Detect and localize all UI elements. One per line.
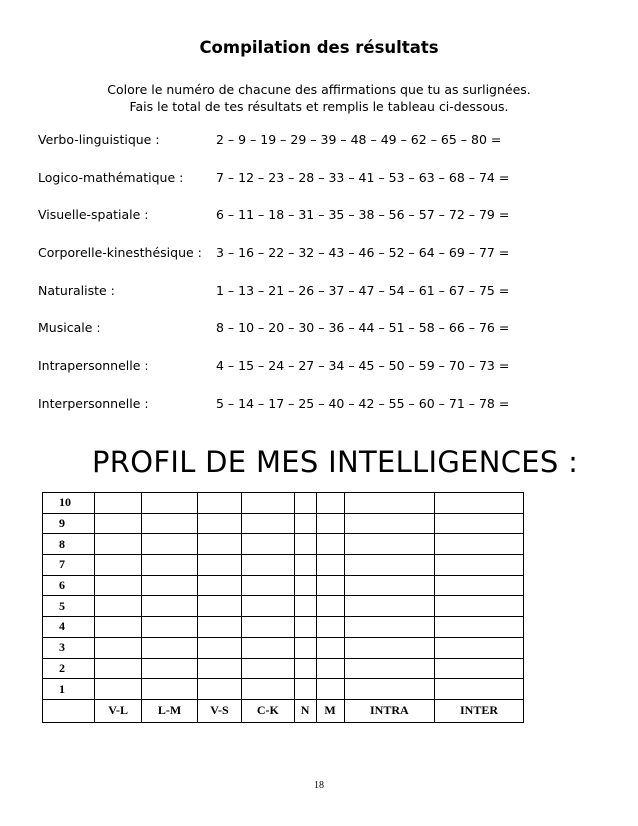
level-label: 10 [43,493,95,514]
intelligence-label: Corporelle-kinesthésique : [38,245,202,261]
grid-cell[interactable] [294,658,316,679]
statement-numbers: 2 – 9 – 19 – 29 – 39 – 48 – 49 – 62 – 65 – 80 = [216,132,502,147]
grid-column-labels [43,699,524,722]
grid-cell[interactable] [242,493,294,514]
grid-cell[interactable] [242,658,294,679]
grid-row-level-2 [43,658,524,679]
grid-cell[interactable] [197,617,241,638]
grid-cell[interactable] [197,596,241,617]
grid-cell[interactable] [142,534,197,555]
grid-row-level-3 [43,637,524,658]
grid-cell[interactable] [435,679,524,700]
level-label: 6 [43,575,95,596]
column-label: N [294,699,316,722]
grid-cell[interactable] [197,534,241,555]
intelligence-label: Musicale : [38,320,101,336]
grid-cell[interactable] [316,534,344,555]
grid-cell[interactable] [294,513,316,534]
grid-cell[interactable] [142,637,197,658]
grid-row-level-9 [43,513,524,534]
result-row-visuelle-spatiale [38,207,598,245]
results-list [38,132,598,434]
grid-cell[interactable] [294,575,316,596]
level-label: 2 [43,658,95,679]
grid-cell[interactable] [344,575,434,596]
page-title: Compilation des résultats [199,38,439,57]
grid-cell[interactable] [435,534,524,555]
column-label: C-K [242,699,294,722]
grid-cell[interactable] [316,575,344,596]
statement-numbers: 5 – 14 – 17 – 25 – 40 – 42 – 55 – 60 – 71 – 78 = [216,395,510,411]
grid-cell[interactable] [242,534,294,555]
grid-cell[interactable] [344,513,434,534]
grid-cell[interactable] [242,555,294,576]
grid-cell[interactable] [242,575,294,596]
grid-cell[interactable] [316,513,344,534]
grid-cell[interactable] [197,555,241,576]
intelligence-label: Logico-mathématique : [38,169,184,185]
column-label: INTER [435,699,524,722]
grid-cell[interactable] [142,575,197,596]
column-label: INTRA [344,699,434,722]
grid-cell[interactable] [435,493,524,514]
grid-cell[interactable] [316,555,344,576]
grid-cell[interactable] [95,555,142,576]
level-label: 9 [43,513,95,534]
result-row-naturaliste [38,283,598,321]
grid-cell[interactable] [95,575,142,596]
grid-cell[interactable] [294,493,316,514]
grid-cell[interactable] [344,555,434,576]
statement-numbers: 1 – 13 – 21 – 26 – 37 – 47 – 54 – 61 – 67 – 75 = [216,282,510,298]
grid-cell[interactable] [242,637,294,658]
grid-cell[interactable] [95,637,142,658]
grid-cell[interactable] [142,658,197,679]
grid-cell[interactable] [294,596,316,617]
grid-cell[interactable] [435,617,524,638]
grid-cell[interactable] [95,658,142,679]
grid-cell[interactable] [95,534,142,555]
grid-cell[interactable] [95,679,142,700]
profile-grid [42,492,524,723]
level-label: 5 [43,596,95,617]
level-label: 3 [43,637,95,658]
intelligence-label: Interpersonnelle : [38,395,149,411]
grid-cell[interactable] [316,596,344,617]
grid-cell[interactable] [142,596,197,617]
grid-row-level-6 [43,575,524,596]
grid-cell[interactable] [435,555,524,576]
grid-cell[interactable] [344,637,434,658]
grid-cell[interactable] [142,555,197,576]
grid-cell[interactable] [95,493,142,514]
grid-cell[interactable] [344,493,434,514]
grid-cell[interactable] [344,596,434,617]
grid-cell[interactable] [95,596,142,617]
grid-cell[interactable] [435,637,524,658]
grid-cell[interactable] [197,658,241,679]
grid-cell[interactable] [435,596,524,617]
grid-cell[interactable] [316,617,344,638]
grid-row-level-8 [43,534,524,555]
intelligence-label: Intrapersonnelle : [38,358,149,374]
column-label: V-L [95,699,142,722]
statement-numbers: 7 – 12 – 23 – 28 – 33 – 41 – 53 – 63 – 68 – 74 = [216,169,510,185]
grid-cell[interactable] [197,575,241,596]
grid-cell[interactable] [435,658,524,679]
grid-cell[interactable] [316,493,344,514]
grid-cell[interactable] [95,617,142,638]
grid-cell[interactable] [197,493,241,514]
profile-title: PROFIL DE MES INTELLIGENCES : [92,445,579,479]
grid-cell[interactable] [142,679,197,700]
grid-cell[interactable] [294,679,316,700]
statement-numbers: 3 – 16 – 22 – 32 – 43 – 46 – 52 – 64 – 69 – 77 = [216,245,510,261]
level-label: 1 [43,679,95,700]
grid-cell[interactable] [142,513,197,534]
grid-cell[interactable] [242,513,294,534]
grid-cell[interactable] [142,493,197,514]
grid-cell[interactable] [294,534,316,555]
column-label: L-M [142,699,197,722]
corner-cell [43,699,95,722]
grid-cell[interactable] [316,658,344,679]
grid-row-level-4 [43,617,524,638]
grid-cell[interactable] [142,617,197,638]
result-row-interpersonnelle [38,396,598,434]
intelligence-label: Verbo-linguistique : [38,132,160,147]
statement-numbers: 4 – 15 – 24 – 27 – 34 – 45 – 50 – 59 – 70 – 73 = [216,358,510,374]
result-row-musicale [38,320,598,358]
instruction-line-2: Fais le total de tes résultats et remplis le tableau ci-dessous. [129,99,509,114]
grid-cell[interactable] [294,637,316,658]
level-label: 4 [43,617,95,638]
column-label: M [316,699,344,722]
grid-cell[interactable] [435,575,524,596]
grid-cell[interactable] [316,637,344,658]
grid-cell[interactable] [344,679,434,700]
grid-cell[interactable] [294,555,316,576]
grid-cell[interactable] [242,596,294,617]
level-label: 7 [43,555,95,576]
level-label: 8 [43,534,95,555]
grid-cell[interactable] [95,513,142,534]
grid-cell[interactable] [197,637,241,658]
result-row-logico-mathematique [38,170,598,208]
grid-row-level-5 [43,596,524,617]
grid-cell[interactable] [197,513,241,534]
grid-cell[interactable] [242,617,294,638]
statement-numbers: 8 – 10 – 20 – 30 – 36 – 44 – 51 – 58 – 66 – 76 = [216,320,510,336]
result-row-intrapersonnelle [38,358,598,396]
grid-cell[interactable] [344,658,434,679]
column-label: V-S [197,699,241,722]
grid-cell[interactable] [242,679,294,700]
grid-cell[interactable] [197,679,241,700]
grid-cell[interactable] [316,679,344,700]
result-row-verbo-linguistique [38,132,598,170]
intelligence-label: Visuelle-spatiale : [38,207,149,223]
intelligence-label: Naturaliste : [38,282,115,298]
grid-row-level-1 [43,679,524,700]
instruction-line-1: Colore le numéro de chacune des affirmations que tu as surlignées. [107,82,531,97]
statement-numbers: 6 – 11 – 18 – 31 – 35 – 38 – 56 – 57 – 72 – 79 = [216,207,510,223]
result-row-corporelle-kinesthesique [38,245,598,283]
grid-row-level-7 [43,555,524,576]
grid-cell[interactable] [294,617,316,638]
grid-cell[interactable] [435,513,524,534]
grid-row-level-10 [43,493,524,514]
grid-cell[interactable] [344,534,434,555]
page-number: 18 [314,780,324,791]
grid-cell[interactable] [344,617,434,638]
